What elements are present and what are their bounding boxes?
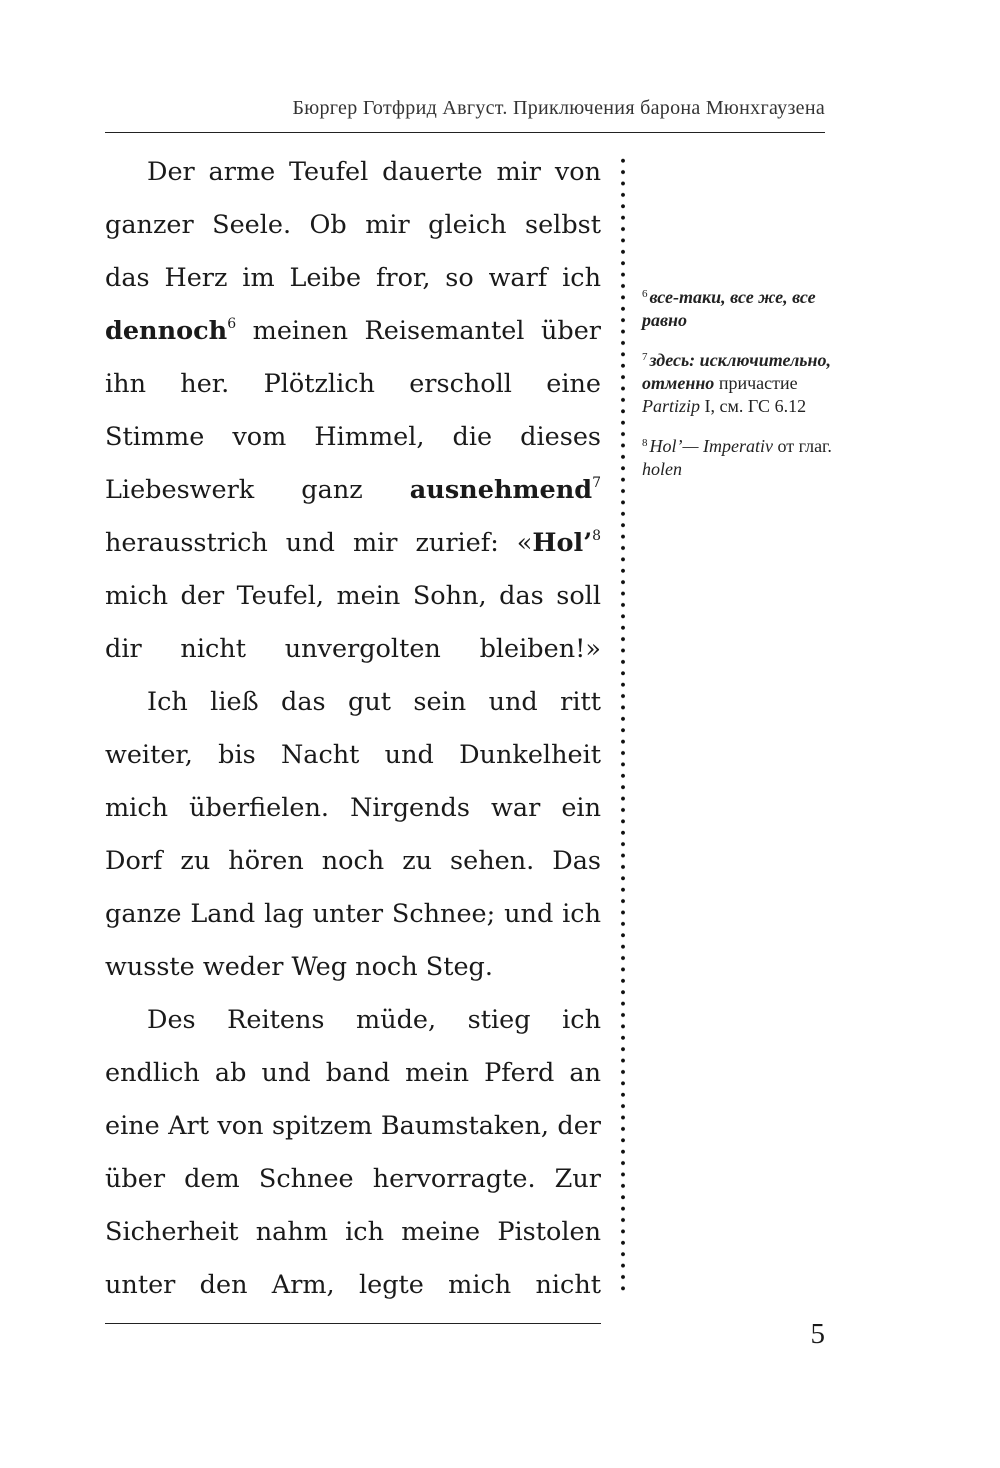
header-rule: [105, 132, 825, 133]
footnote-gloss: все-таки, все же, все равно: [642, 287, 816, 330]
text-run: meinen Reisemantel über ihn her. Plötzlich erscholl eine Stimme vom Himmel, die dieses Liebeswerk ganz: [105, 316, 601, 505]
text-run: Der arme Teufel dauerte mir von ganzer Seele. Ob mir gleich selbst das Herz im Leibe fror, so warf ich: [105, 157, 601, 293]
footnote-gloss: здесь: исключительно, отменно: [642, 350, 832, 393]
paragraph-2: Ich ließ das gut sein und ritt weiter, bis Nacht und Dunkelheit mich überfielen. Nirgends war ein Dorf zu hören noch zu sehen. Das ganze Land lag unter Schnee; und ich wusste weder Weg noch Steg.: [105, 687, 601, 982]
page-number: 5: [810, 1318, 825, 1350]
paragraph-1: [105, 146, 601, 676]
footnote-text: I, см. ГС 6.12: [700, 396, 807, 416]
footnote-6: [642, 283, 832, 332]
footnote-8: [642, 432, 832, 481]
dotted-divider: [620, 155, 626, 1295]
footnotes-column: [642, 283, 832, 495]
glossed-word-ausnehmend: ausnehmend: [409, 475, 593, 505]
glossed-word-hol: Hol’: [532, 528, 593, 558]
footnote-number: 7: [642, 351, 648, 363]
footnote-number: 8: [642, 437, 648, 449]
footnote-ref-8: 8: [592, 528, 601, 544]
text-run: herausstrich und mir zurief: «: [105, 528, 533, 558]
paragraph-3: Des Reitens müde, stieg ich endlich ab und band mein Pferd an eine Art von spitzem Baumstaken, der über dem Schnee hervorragte. Zur Sicherheit nahm ich meine Pistolen unter den Arm, legte mich nicht: [105, 1005, 601, 1300]
footnote-ref-7: 7: [592, 475, 601, 491]
main-text: [105, 146, 601, 1312]
footnote-number: 6: [642, 288, 648, 300]
footnote-term: holen: [642, 459, 682, 479]
running-header: Бюргер Готфрид Август. Приключения барона Мюнхгаузена: [292, 97, 825, 119]
footnote-ref-6: 6: [227, 316, 237, 332]
footnote-term: Partizip: [642, 396, 701, 416]
footnote-7: [642, 346, 832, 418]
footnote-text: причастие: [714, 373, 798, 393]
text-run: mich der Teufel, mein Sohn, das soll dir nicht unvergolten bleiben!»: [105, 581, 601, 664]
footnote-text: от глаг.: [772, 436, 832, 456]
glossed-word-dennoch: dennoch: [105, 316, 228, 346]
footer-rule: [105, 1323, 601, 1324]
footnote-term: Hol’— Imperativ: [649, 436, 773, 456]
